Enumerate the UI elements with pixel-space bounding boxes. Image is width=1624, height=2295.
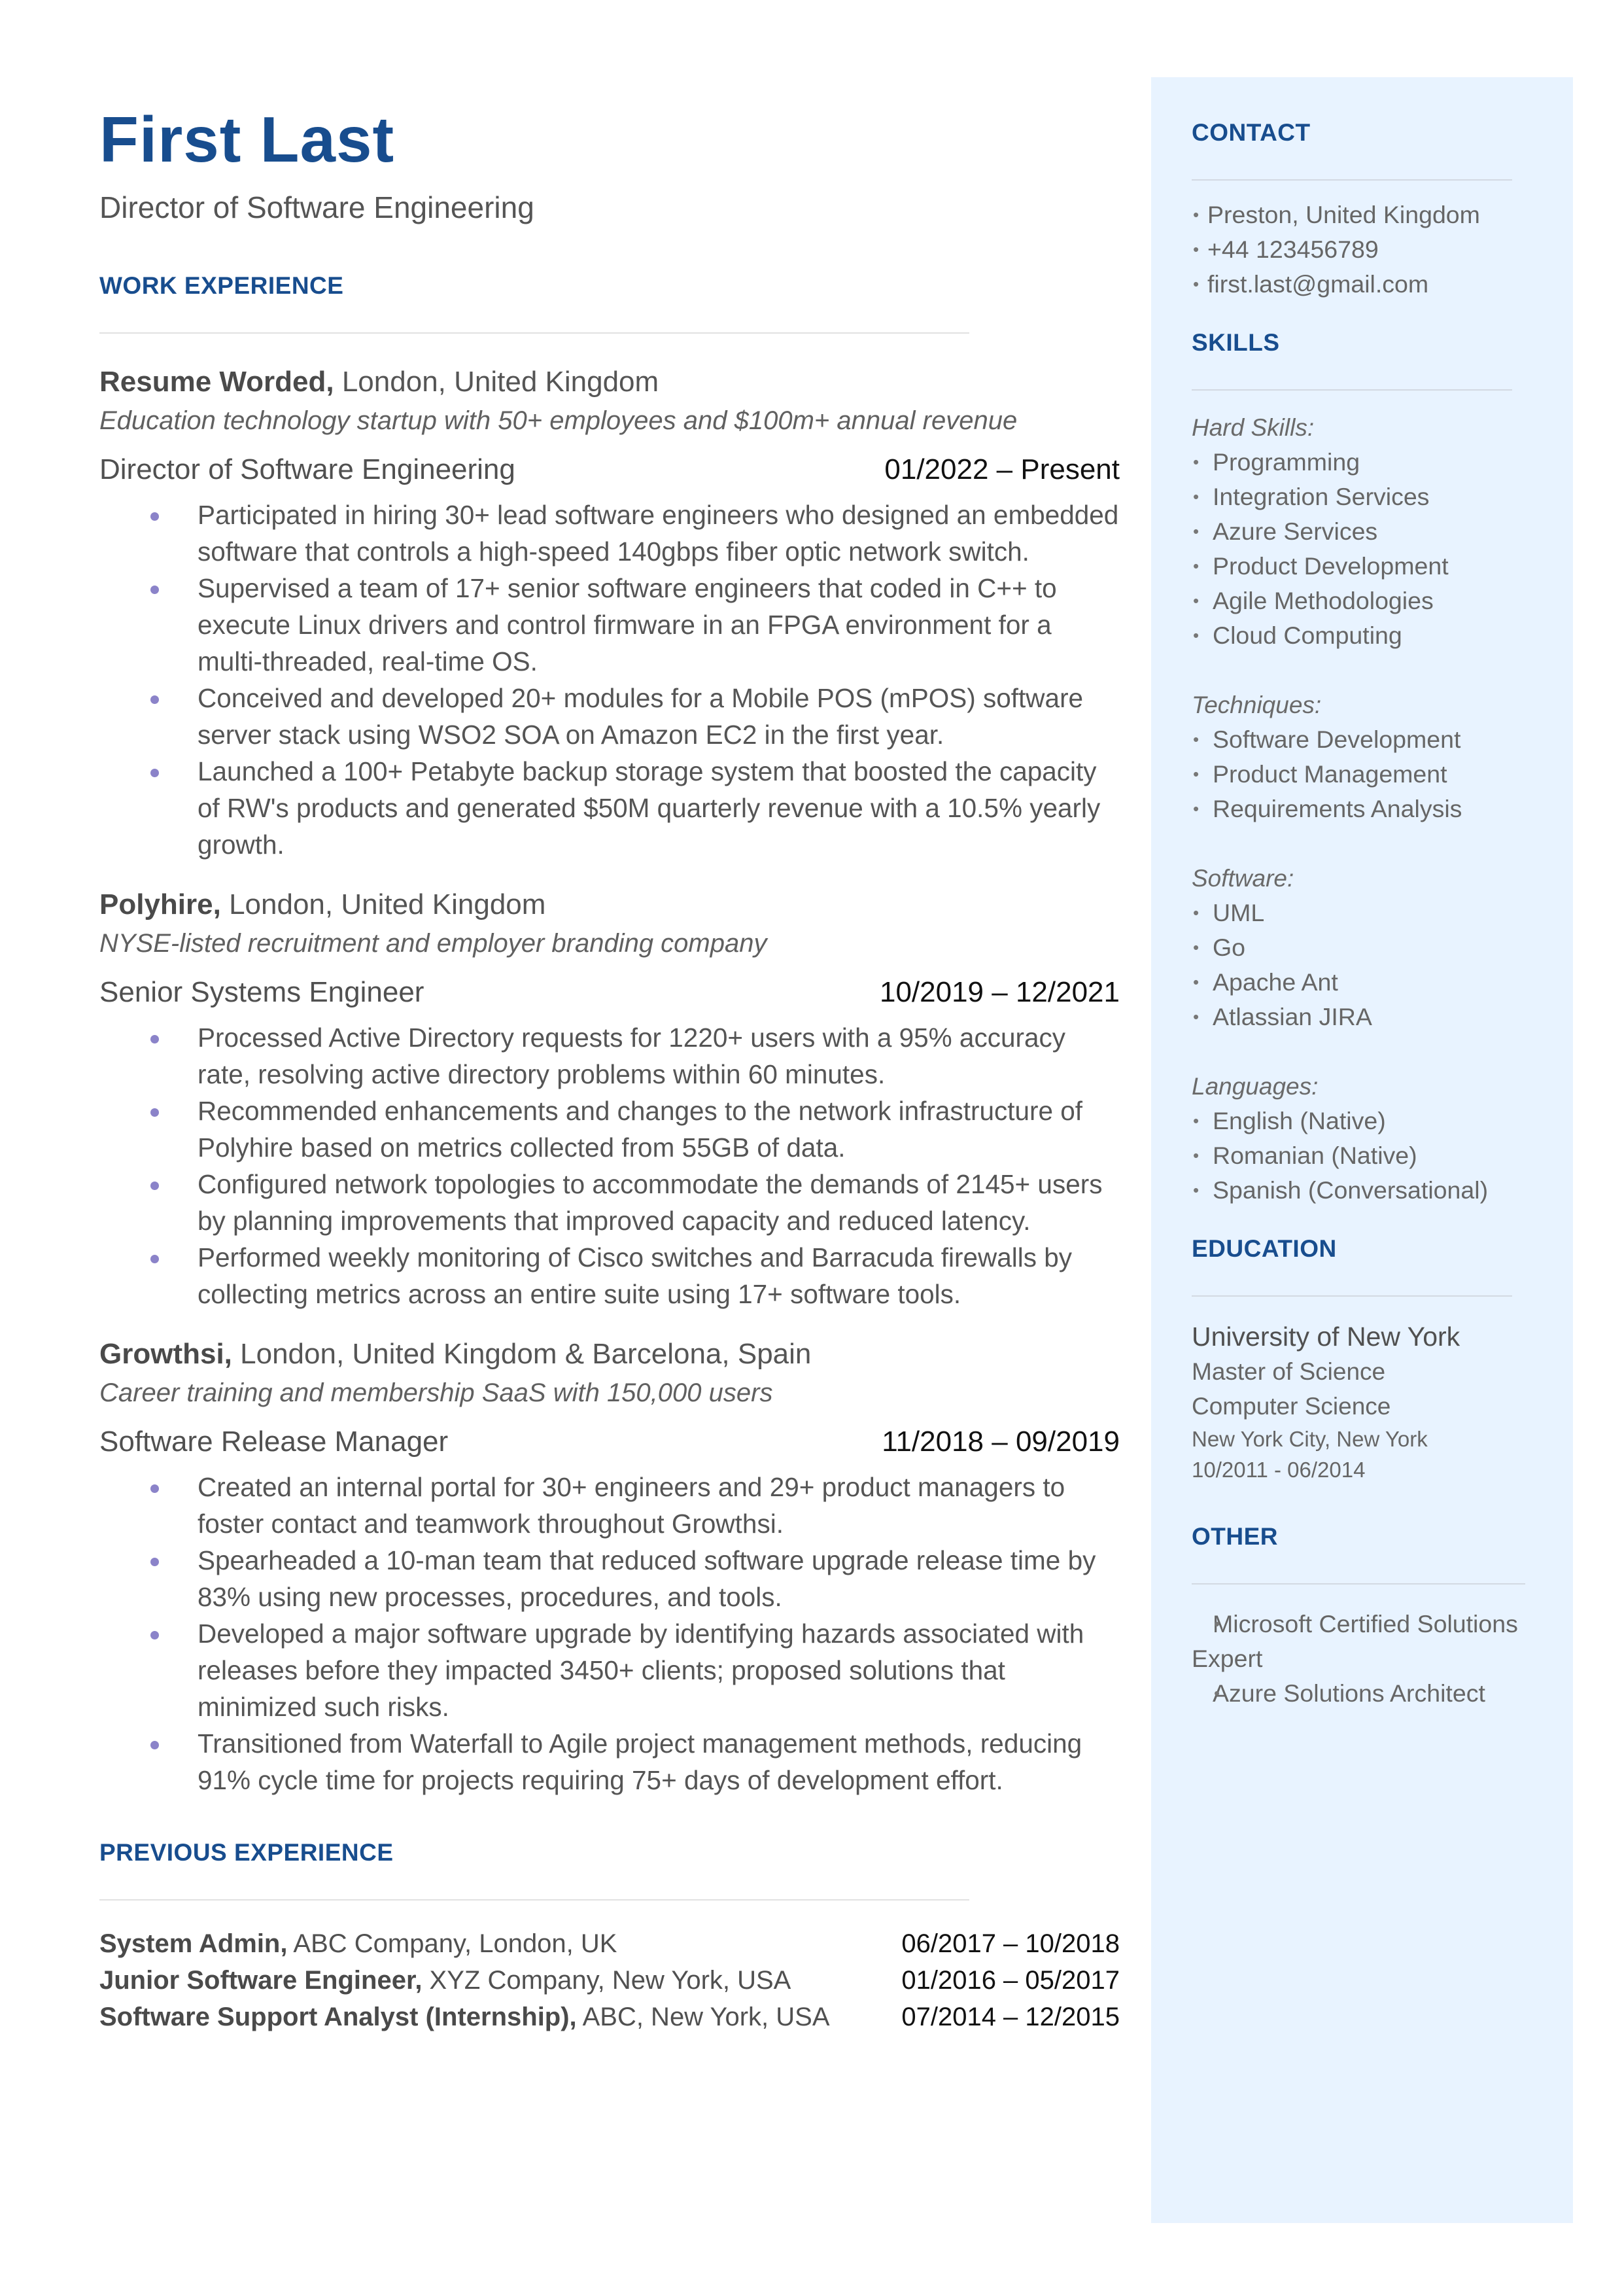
candidate-name: First Last [99,103,395,175]
skills-groups [1192,410,1532,1208]
previous-role [99,1962,791,1999]
skill-category-label: Software: [1192,865,1294,892]
section-divider [1192,389,1512,391]
previous-role-dates: 06/2017 – 10/2018 [901,1929,1120,1958]
achievement-item: Supervised a team of 17+ senior software engineers that coded in C++ to execute Linux drivers and control firmware in an FPGA environment for a multi-threaded, real-time OS. [99,570,1120,680]
previous-experience-list [99,1925,1120,2035]
skill-item: • Apache Ant [1192,965,1532,1000]
skill-item: • Atlassian JIRA [1192,1000,1532,1034]
company-description: Education technology startup with 50+ employees and $100m+ annual revenue [99,406,1018,435]
skill-list [1192,1104,1532,1208]
job-dates: 01/2022 – Present [884,453,1120,485]
achievement-item: Processed Active Directory requests for 1220+ users with a 95% accuracy rate, resolving active directory problems within 60 minutes. [99,1019,1120,1093]
section-divider [1192,1583,1525,1585]
achievement-item: Configured network topologies to accommodate the demands of 2145+ users by planning improvements that improved capacity and reduced latency. [99,1166,1120,1239]
section-divider [99,332,969,334]
job-title: Senior Systems Engineer [99,975,424,1008]
skill-item: • Software Development [1192,722,1532,757]
achievement-list [99,497,1120,863]
job-title: Director of Software Engineering [99,453,515,485]
contact-list [1192,198,1532,302]
skill-item: • Integration Services [1192,480,1532,514]
section-divider [99,1899,969,1901]
previous-role-org: ABC, New York, USA [576,2002,830,2031]
company-name: Resume Worded, [99,365,334,398]
job-entry [99,364,1120,863]
company-name: Growthsi, [99,1337,232,1370]
skill-item: • UML [1192,896,1532,930]
job-title-row [99,976,1120,1009]
education-degree: Master of Science [1192,1358,1386,1385]
previous-role-org: ABC Company, London, UK [287,1929,617,1958]
skill-item: • Programming [1192,445,1532,480]
contact-item: • Preston, United Kingdom [1192,198,1532,232]
job-title: Software Release Manager [99,1425,449,1458]
other-list [1192,1607,1532,1711]
education-dates: 10/2011 - 06/2014 [1192,1458,1366,1482]
education-school: University of New York [1192,1322,1460,1352]
previous-role-title: Junior Software Engineer, [99,1965,423,1995]
job-company-line [99,1336,1120,1372]
previous-role-dates: 07/2014 – 12/2015 [901,2002,1120,2031]
contact-item: • first.last@gmail.com [1192,267,1532,302]
company-location: London, United Kingdom [220,888,546,920]
skill-item: • English (Native) [1192,1104,1532,1138]
achievement-list [99,1469,1120,1798]
skill-category-label: Techniques: [1192,692,1322,718]
previous-role-title: System Admin, [99,1929,288,1958]
previous-role-dates: 01/2016 – 05/2017 [901,1965,1120,1995]
education-location: New York City, New York [1192,1427,1428,1451]
sidebar [1151,77,1573,2223]
achievement-item: Recommended enhancements and changes to the network infrastructure of Polyhire based on metrics collected from 55GB of data. [99,1093,1120,1166]
contact-heading: CONTACT [1192,119,1311,146]
other-item: • Microsoft Certified Solutions Expert [1192,1607,1532,1676]
job-company-line [99,886,1120,922]
previous-role-row [99,1925,1120,1962]
other-item: • Azure Solutions Architect [1192,1676,1532,1711]
job-dates: 10/2019 – 12/2021 [879,975,1120,1008]
section-divider [1192,1295,1512,1297]
skill-item: • Spanish (Conversational) [1192,1173,1532,1208]
achievement-item: Launched a 100+ Petabyte backup storage system that boosted the capacity of RW's products and generated $50M quarterly revenue with a 10.5% yearly growth. [99,753,1120,863]
company-description: NYSE-listed recruitment and employer branding company [99,928,767,958]
achievement-item: Developed a major software upgrade by identifying hazards associated with releases before they impacted 3450+ clients; proposed solutions that minimized such risks. [99,1615,1120,1725]
achievement-item: Conceived and developed 20+ modules for a Mobile POS (mPOS) software server stack using WSO2 SOA on Amazon EC2 in the first year. [99,680,1120,753]
skill-item: • Cloud Computing [1192,618,1532,653]
skill-item: • Go [1192,930,1532,965]
achievement-list [99,1019,1120,1312]
skill-item: • Requirements Analysis [1192,792,1532,826]
other-heading: OTHER [1192,1523,1278,1550]
skills-heading: SKILLS [1192,329,1280,356]
previous-role-row [99,1999,1120,2035]
job-dates: 11/2018 – 09/2019 [882,1425,1120,1458]
skill-item: • Agile Methodologies [1192,584,1532,618]
skill-list [1192,896,1532,1034]
job-entry [99,886,1120,1312]
previous-role-row [99,1962,1120,1999]
main-column [99,105,1120,2035]
skill-category-label: Hard Skills: [1192,414,1315,441]
education-field: Computer Science [1192,1393,1391,1420]
company-description: Career training and membership SaaS with 150,000 users [99,1378,773,1407]
education-heading: EDUCATION [1192,1235,1337,1262]
candidate-title: Director of Software Engineering [99,190,534,224]
achievement-item: Spearheaded a 10-man team that reduced software upgrade release time by 83% using new processes, procedures, and tools. [99,1542,1120,1615]
skill-category-label: Languages: [1192,1073,1319,1100]
skill-item: • Azure Services [1192,514,1532,549]
previous-role [99,1925,617,1962]
job-company-line [99,364,1120,400]
skill-list [1192,722,1532,826]
jobs-list [99,364,1120,1798]
skill-item: • Product Management [1192,757,1532,792]
skill-item: • Product Development [1192,549,1532,584]
previous-role [99,1999,830,2035]
skill-list [1192,445,1532,653]
company-location: London, United Kingdom & Barcelona, Spain [232,1337,812,1370]
section-divider [1192,179,1512,181]
previous-role-title: Software Support Analyst (Internship), [99,2002,577,2031]
achievement-item: Participated in hiring 30+ lead software engineers who designed an embedded software that controls a high-speed 140gbps fiber optic network switch. [99,497,1120,570]
work-experience-heading: WORK EXPERIENCE [99,272,344,299]
job-entry [99,1336,1120,1798]
achievement-item: Transitioned from Waterfall to Agile project management methods, reducing 91% cycle time for projects requiring 75+ days of development effort. [99,1725,1120,1798]
previous-experience-heading: PREVIOUS EXPERIENCE [99,1838,394,1866]
contact-item: • +44 123456789 [1192,232,1532,267]
other-items [1192,1607,1532,1711]
skill-item: • Romanian (Native) [1192,1138,1532,1173]
achievement-item: Performed weekly monitoring of Cisco switches and Barracuda firewalls by collecting metrics across an entire suite using 17+ software tools. [99,1239,1120,1312]
previous-role-org: XYZ Company, New York, USA [422,1965,791,1995]
company-location: London, United Kingdom [334,365,659,398]
job-title-row [99,1426,1120,1458]
job-title-row [99,453,1120,486]
company-name: Polyhire, [99,888,221,920]
achievement-item: Created an internal portal for 30+ engineers and 29+ product managers to foster contact and teamwork throughout Growthsi. [99,1469,1120,1542]
